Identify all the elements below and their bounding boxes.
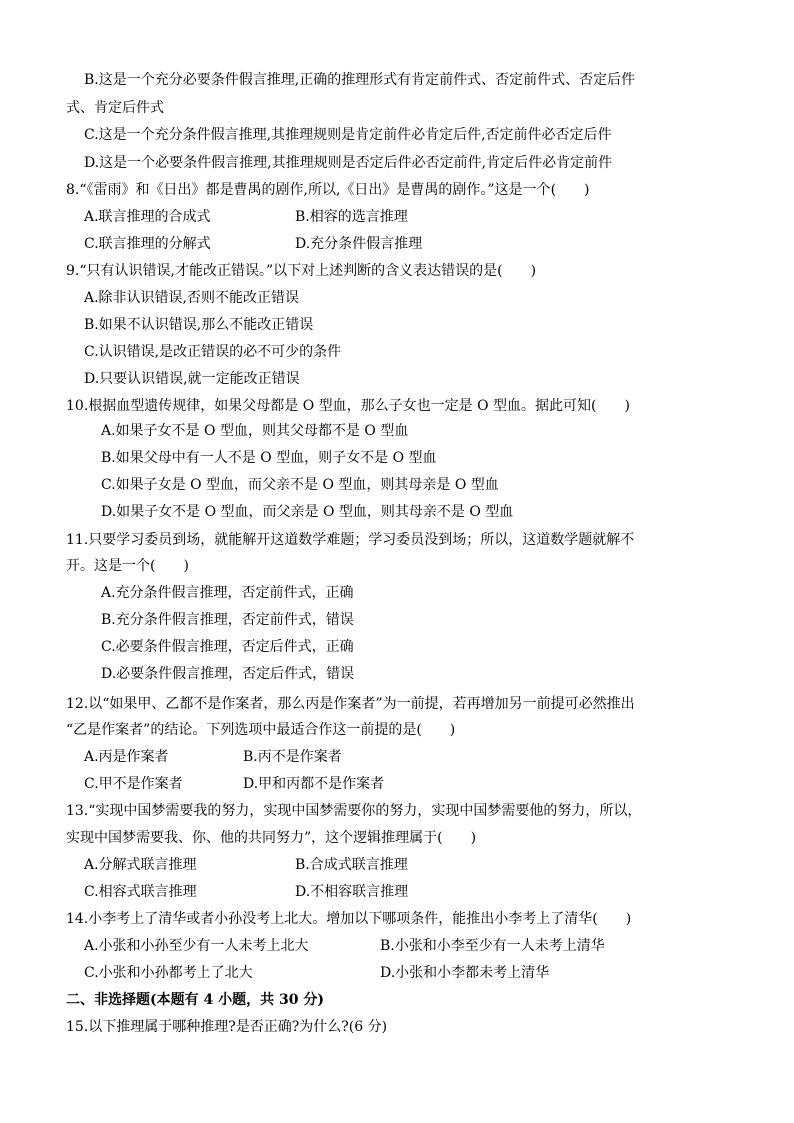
q8-stem: 8.“《雷雨》和《日出》都是曹禺的剧作,所以,《日出》是曹禺的剧作。”这是一个( ): [66, 182, 590, 198]
q13-option-a: A.分解式联言推理: [84, 857, 197, 873]
q10-option-d: D.如果子女不是 O 型血，而父亲是 O 型血，则其母亲不是 O 型血: [101, 504, 514, 520]
q14-option-a: A.小张和小孙至少有一人未考上北大: [84, 938, 309, 954]
q7-option-b-line2: 式、肯定后件式: [66, 100, 164, 116]
q15-stem: 15.以下推理属于哪种推理?是否正确?为什么?(6 分): [66, 1019, 388, 1035]
q12-option-a: A.丙是作案者: [84, 749, 169, 765]
q9-stem: 9.“只有认识错误,才能改正错误。”以下对上述判断的含义表达错误的是( ): [66, 263, 537, 279]
q9-option-a: A.除非认识错误,否则不能改正错误: [84, 290, 300, 306]
q11-option-c: C.必要条件假言推理，否定后件式，正确: [101, 639, 354, 655]
q11-option-a: A.充分条件假言推理，否定前件式，正确: [101, 585, 354, 601]
q10-stem: 10.根据血型遗传规律，如果父母都是 O 型血，那么子女也一定是 O 型血。据此可知( ): [66, 398, 630, 414]
q8-option-d: D.充分条件假言推理: [295, 236, 423, 252]
q12-option-c: C.甲不是作案者: [84, 776, 183, 792]
q10-option-a: A.如果子女不是 O 型血，则其父母都不是 O 型血: [101, 423, 409, 439]
q13-stem-line1: 13.“实现中国梦需要我的努力，实现中国梦需要你的努力，实现中国梦需要他的努力，所以，: [66, 803, 642, 819]
q9-option-c: C.认识错误,是改正错误的必不可少的条件: [84, 344, 342, 360]
q11-stem-line1: 11.只要学习委员到场，就能解开这道数学难题；学习委员没到场；所以，这道数学题就解不: [66, 532, 635, 548]
q12-stem-line2: “乙是作案者”的结论。下列选项中最适合作这一前提的是( ): [66, 722, 456, 738]
q8-option-a: A.联言推理的合成式: [84, 209, 211, 225]
q14-option-c: C.小张和小孙都考上了北大: [84, 965, 253, 981]
q14-option-d: D.小张和小李都未考上清华: [380, 965, 550, 981]
q13-option-c: C.相容式联言推理: [84, 884, 197, 900]
q10-option-b: B.如果父母中有一人不是 O 型血，则子女不是 O 型血: [101, 450, 437, 466]
q9-option-b: B.如果不认识错误,那么不能改正错误: [84, 317, 314, 333]
q7-option-c: C.这是一个充分条件假言推理,其推理规则是肯定前件必肯定后件,否定前件必否定后件: [84, 127, 612, 143]
section2-heading: 二、非选择题(本题有 4 小题，共 30 分): [66, 992, 324, 1008]
q13-option-b: B.合成式联言推理: [295, 857, 408, 873]
q9-option-d: D.只要认识错误,就一定能改正错误: [84, 371, 300, 387]
q11-option-b: B.充分条件假言推理，否定前件式，错误: [101, 612, 354, 628]
q11-option-d: D.必要条件假言推理，否定后件式，错误: [101, 666, 355, 682]
q12-option-b: B.丙不是作案者: [243, 749, 342, 765]
q12-option-d: D.甲和丙都不是作案者: [243, 776, 385, 792]
q13-option-d: D.不相容联言推理: [295, 884, 409, 900]
q14-option-b: B.小张和小李至少有一人未考上清华: [380, 938, 605, 954]
q11-stem-line2: 开。这是一个( ): [66, 558, 189, 574]
q12-stem-line1: 12.以“如果甲、乙都不是作案者，那么丙是作案者”为一前提，若再增加另一前提可必然推出: [66, 696, 635, 712]
q13-stem-line2: 实现中国梦需要我、你、他的共同努力”，这个逻辑推理属于( ): [66, 830, 477, 846]
q10-option-c: C.如果子女是 O 型血，而父亲不是 O 型血，则其母亲是 O 型血: [101, 477, 499, 493]
q14-stem: 14.小李考上了清华或者小孙没考上北大。增加以下哪项条件，能推出小李考上了清华( ): [66, 911, 632, 927]
q7-option-d: D.这是一个必要条件假言推理,其推理规则是否定后件必否定前件,肯定后件必肯定前件: [84, 155, 613, 171]
q7-option-b-line1: B.这是一个充分必要条件假言推理,正确的推理形式有肯定前件式、否定前件式、否定后件: [84, 72, 636, 88]
q8-option-c: C.联言推理的分解式: [84, 236, 211, 252]
q8-option-b: B.相容的选言推理: [295, 209, 408, 225]
